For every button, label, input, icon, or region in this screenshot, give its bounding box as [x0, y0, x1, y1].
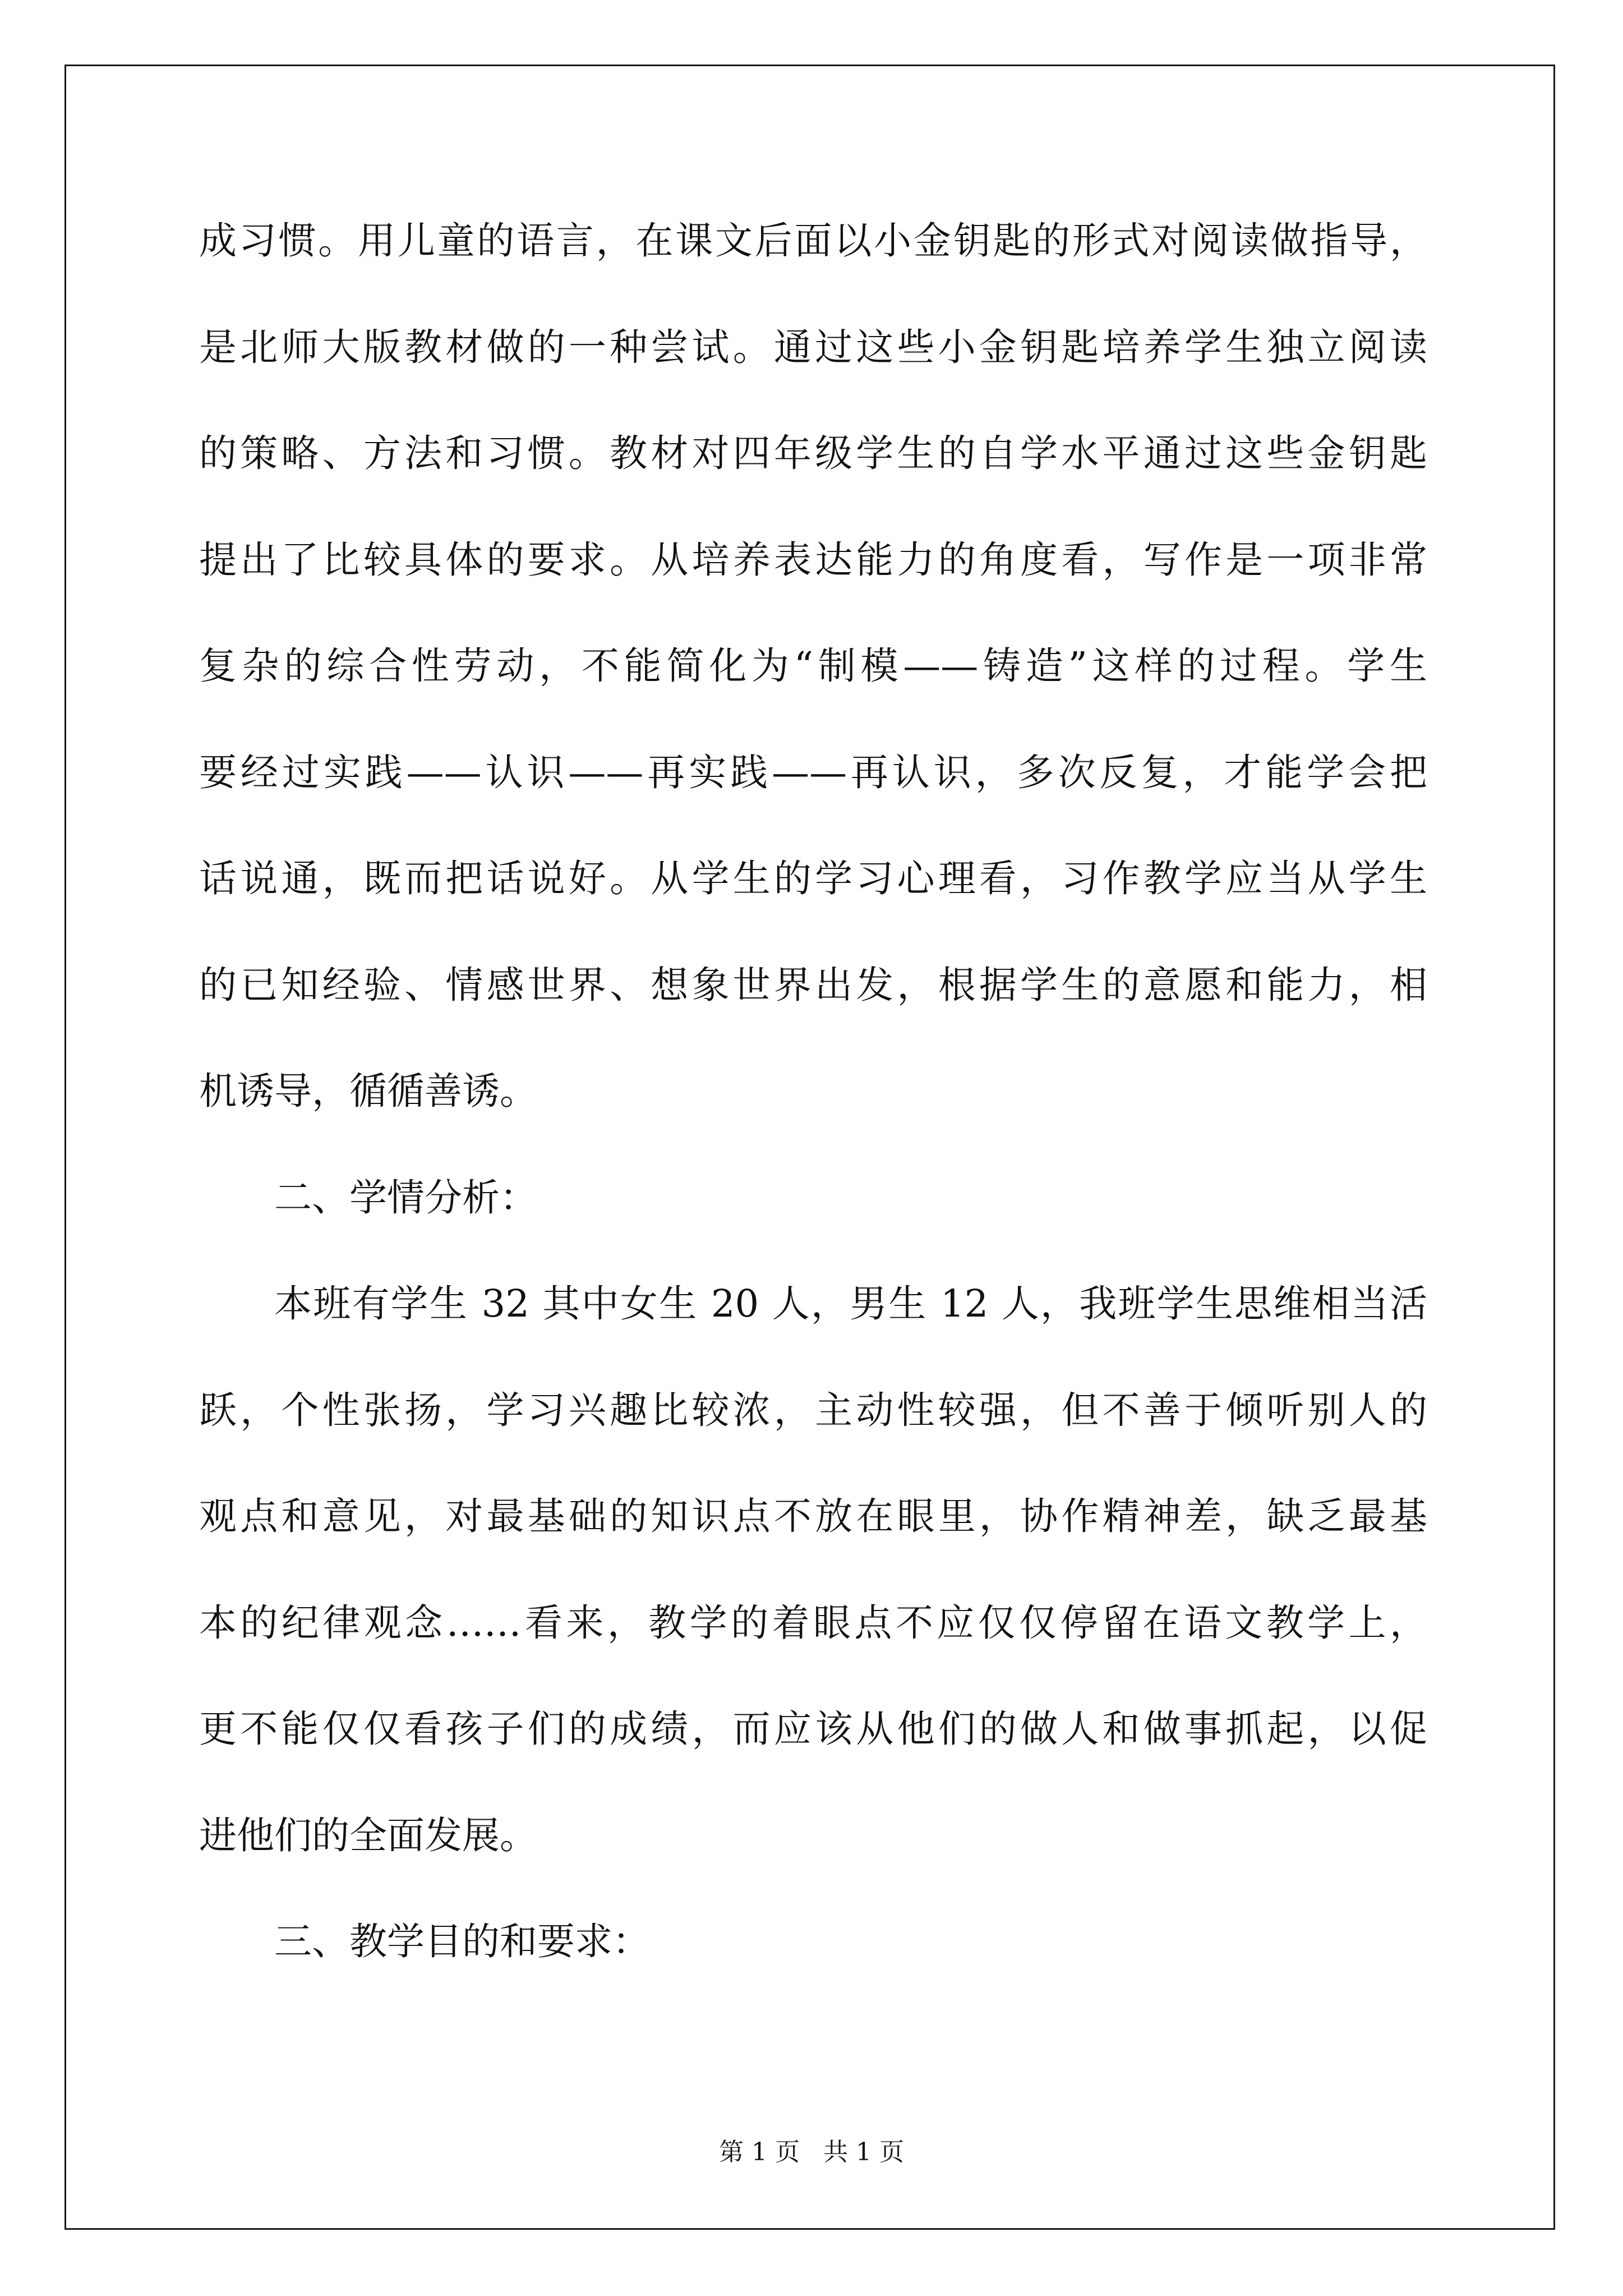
- text-line: 复杂的综合性劳动，不能简化为“制模——铸造”这样的过程。学生: [199, 644, 1427, 688]
- text-line: 成习惯。用儿童的语言，在课文后面以小金钥匙的形式对阅读做指导，: [199, 219, 1427, 263]
- section-heading: 二、学情分析：: [274, 1175, 537, 1220]
- text-line: 更不能仅仅看孩子们的成绩，而应该从他们的做人和做事抓起，以促: [199, 1707, 1427, 1751]
- text-line: 机诱导，循循善诱。: [199, 1069, 537, 1113]
- page-footer: [0, 2132, 1623, 2168]
- text-line: 观点和意见，对最基础的知识点不放在眼里，协作精神差，缺乏最基: [199, 1494, 1427, 1538]
- text-line: 提出了比较具体的要求。从培养表达能力的角度看，写作是一项非常: [199, 537, 1427, 582]
- text-line: 是北师大版教材做的一种尝试。通过这些小金钥匙培养学生独立阅读: [199, 325, 1427, 369]
- footer-spacer: [800, 2138, 823, 2166]
- text-line: 进他们的全面发展。: [199, 1813, 537, 1857]
- text-line: 的已知经验、情感世界、想象世界出发，根据学生的意愿和能力，相: [199, 963, 1427, 1007]
- document-body: [199, 188, 1427, 1995]
- text-line: 本班有学生 32 其中女生 20 人，男生 12 人，我班学生思维相当活: [274, 1282, 1427, 1326]
- text-line: 话说通，既而把话说好。从学生的学习心理看，习作教学应当从学生: [199, 857, 1427, 900]
- text-line: 要经过实践——认识——再实践——再认识，多次反复，才能学会把: [199, 750, 1427, 794]
- section-heading: 三、教学目的和要求：: [274, 1920, 650, 1963]
- text-line: 的策略、方法和习惯。教材对四年级学生的自学水平通过这些金钥匙: [199, 431, 1427, 475]
- text-line: 本的纪律观念……看来，教学的着眼点不应仅仅停留在语文教学上，: [199, 1600, 1427, 1645]
- page-number-total: 共 1 页: [823, 2138, 904, 2166]
- page-number-current: 第 1 页: [719, 2138, 800, 2166]
- text-line: 跃，个性张扬，学习兴趣比较浓，主动性较强，但不善于倾听别人的: [199, 1388, 1427, 1432]
